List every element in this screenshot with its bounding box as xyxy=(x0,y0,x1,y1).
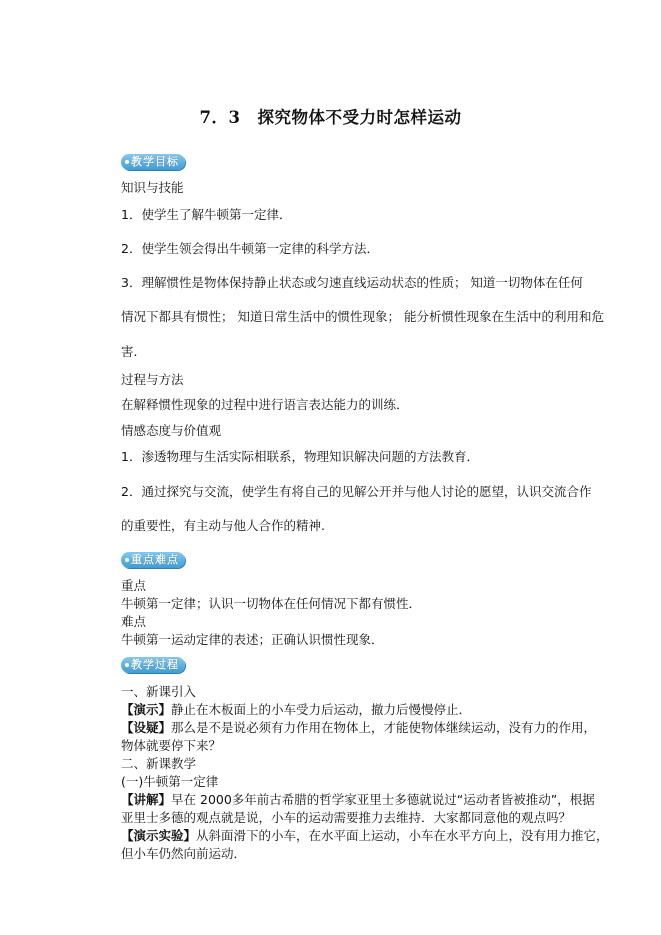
paragraph-text: 静止在木板面上的小车受力后运动，撤力后慢慢停止． xyxy=(171,702,472,717)
difficulty-label: 难点 xyxy=(121,614,147,629)
badge-dot-icon xyxy=(125,558,129,562)
paragraph-cont: 但小车仍然向前运动． xyxy=(121,846,247,861)
paragraph xyxy=(121,702,471,718)
section-badge-key-points xyxy=(121,552,185,568)
attitude-heading: 情感态度与价值观 xyxy=(121,423,222,438)
difficulty-text: 牛顿第一运动定律的表述；正确认识惯性现象． xyxy=(121,632,384,647)
badge-dot-icon xyxy=(125,663,129,667)
badge-label: 教学过程 xyxy=(131,658,179,671)
paragraph-cont: 物体就要停下来？ xyxy=(121,738,222,753)
section-heading: 一、新课引入 xyxy=(121,684,197,699)
paragraph xyxy=(121,720,596,736)
section-badge-process xyxy=(121,657,185,673)
subsection-heading: (一)牛顿第一定律 xyxy=(121,774,219,789)
goal-item: 2．通过探究与交流，使学生有将自己的见解公开并与他人讨论的愿望，认识交流合作 xyxy=(121,484,592,499)
paragraph-text: 早在 2000多年前古希腊的哲学家亚里士多德就说过“运动者皆被推动”，根据 xyxy=(171,792,595,807)
goal-item: 1．渗透物理与生活实际相联系，物理知识解决问题的方法教育． xyxy=(121,449,479,464)
goal-item-cont: 害. xyxy=(121,344,138,359)
badge-label: 重点难点 xyxy=(131,553,179,566)
section-heading: 二、新课教学 xyxy=(121,756,197,771)
goal-item: 1．使学生了解牛顿第一定律． xyxy=(121,207,292,222)
goal-item-cont: 情况下都具有惯性； 知道日常生活中的惯性现象； 能分析惯性现象在生活中的利用和危 xyxy=(121,309,604,324)
page-title: 7．3 探究物体不受力时怎样运动 xyxy=(199,108,462,127)
goal-item: 3．理解惯性是物体保持静止状态或匀速直线运动状态的性质； 知道一切物体在任何 xyxy=(121,275,583,290)
paragraph-cont: 亚里士多德的观点就是说，小车的运动需要推力去维持．大家都同意他的观点吗？ xyxy=(121,810,572,825)
badge-label: 教学目标 xyxy=(131,155,179,168)
goal-item: 在解释惯性现象的过程中进行语言表达能力的训练． xyxy=(121,397,409,412)
badge-dot-icon xyxy=(125,160,129,164)
paragraph-tag: 【演示】 xyxy=(121,702,172,717)
goal-item-cont: 的重要性，有主动与他人合作的精神. xyxy=(121,518,325,533)
paragraph xyxy=(121,792,595,808)
paragraph-text: 从斜面滑下的小车，在水平面上运动，小车在水平方向上，没有用力推它， xyxy=(196,828,609,843)
goal-item: 2．使学生领会得出牛顿第一定律的科学方法． xyxy=(121,241,379,256)
section-badge-goals xyxy=(121,154,185,170)
knowledge-heading: 知识与技能 xyxy=(121,180,184,195)
process-method-heading: 过程与方法 xyxy=(121,372,184,387)
paragraph-tag: 【演示实验】 xyxy=(121,828,197,843)
key-text: 牛顿第一定律；认识一切物体在任何情况下都有惯性． xyxy=(121,596,422,611)
paragraph-text: 那么是不是说必须有力作用在物体上，才能使物体继续运动，没有力的作用， xyxy=(171,720,597,735)
key-label: 重点 xyxy=(121,578,147,593)
paragraph xyxy=(121,828,609,844)
paragraph-tag: 【讲解】 xyxy=(121,792,172,807)
paragraph-tag: 【设疑】 xyxy=(121,720,172,735)
